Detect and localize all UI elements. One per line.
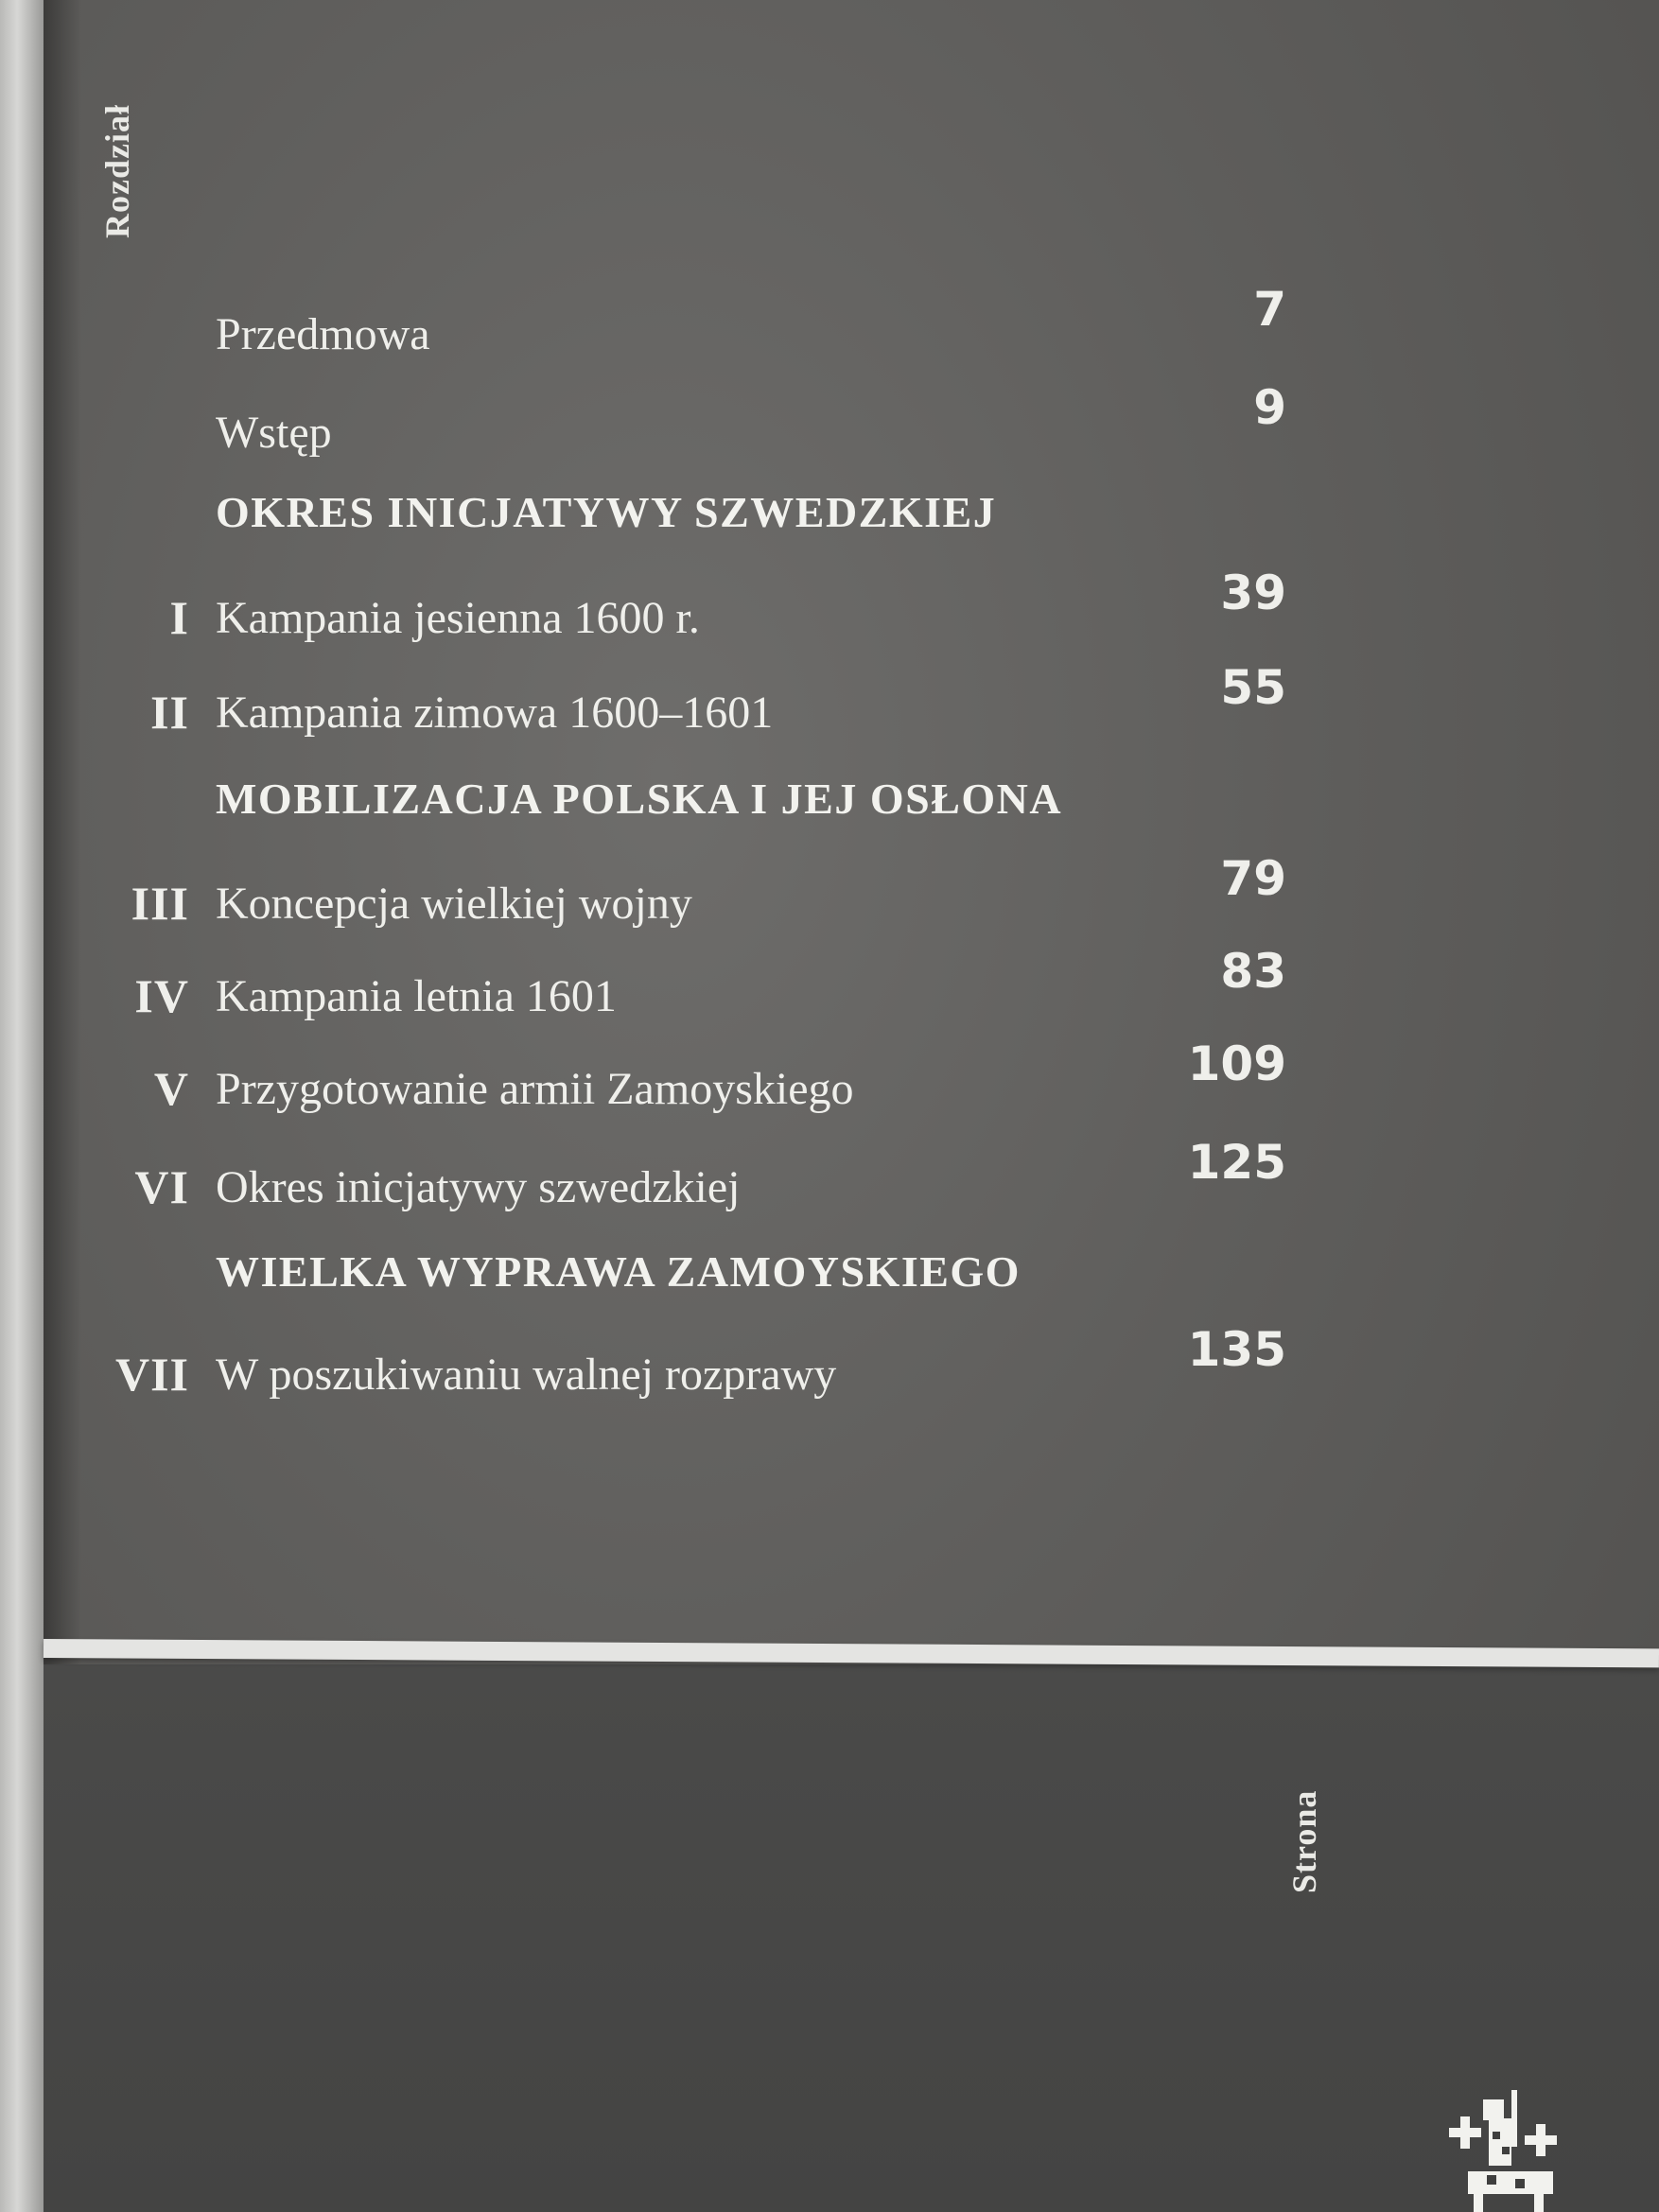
toc-entry-chapter-3: [0, 851, 1362, 936]
section-heading: OKRES INICJATYWY SZWEDZKIEJ: [216, 488, 997, 536]
chapter-number: I: [169, 591, 189, 644]
chapter-number: VI: [134, 1160, 189, 1213]
toc-entry-chapter-6: [0, 1135, 1362, 1220]
chapter-title: W poszukiwaniu walnej rozprawy: [216, 1350, 837, 1400]
toc-entry-chapter-4: [0, 944, 1362, 1029]
page-number: 79: [1220, 851, 1286, 906]
section-heading: MOBILIZACJA POLSKA I JEJ OSŁONA: [216, 775, 1063, 823]
section-heading: WIELKA WYPRAWA ZAMOYSKIEGO: [216, 1247, 1021, 1296]
toc-entry-chapter-1: [0, 566, 1362, 651]
chapter-title: Kampania letnia 1601: [216, 971, 617, 1021]
toc-entry-preface: [0, 282, 1362, 367]
chapter-number: IV: [134, 969, 189, 1022]
chapter-number: V: [153, 1062, 189, 1115]
page-number: 125: [1187, 1135, 1286, 1190]
toc-entry-intro: [0, 380, 1362, 465]
page-number: 109: [1187, 1036, 1286, 1091]
chapter-number: VII: [114, 1348, 189, 1401]
page-number: 9: [1253, 380, 1286, 435]
chapter-column-label: Rozdział: [98, 104, 136, 238]
toc-entry-chapter-7: [0, 1322, 1362, 1407]
chapter-title: Kampania jesienna 1600 r.: [216, 593, 700, 643]
chapter-title: Okres inicjatywy szwedzkiej: [216, 1162, 741, 1212]
page-number: 39: [1220, 566, 1286, 620]
chapter-number: II: [150, 686, 189, 739]
chapter-title: Wstęp: [216, 408, 332, 458]
toc-entry-chapter-5: [0, 1036, 1362, 1122]
chapter-title: Koncepcja wielkiej wojny: [216, 879, 692, 929]
lower-panel: [44, 1664, 1659, 2212]
chapter-title: Kampania zimowa 1600–1601: [216, 688, 774, 738]
page-number: 83: [1220, 944, 1286, 999]
toc-entry-chapter-2: [0, 660, 1362, 745]
chapter-number: III: [131, 877, 189, 930]
knight-emblem-icon: [1430, 2081, 1581, 2212]
page-number: 135: [1187, 1322, 1286, 1377]
page-number: 7: [1253, 282, 1286, 337]
chapter-title: Przedmowa: [216, 309, 430, 359]
page-column-label: Strona: [1285, 1789, 1323, 1893]
page-number: 55: [1220, 660, 1286, 715]
chapter-title: Przygotowanie armii Zamoyskiego: [216, 1064, 854, 1114]
